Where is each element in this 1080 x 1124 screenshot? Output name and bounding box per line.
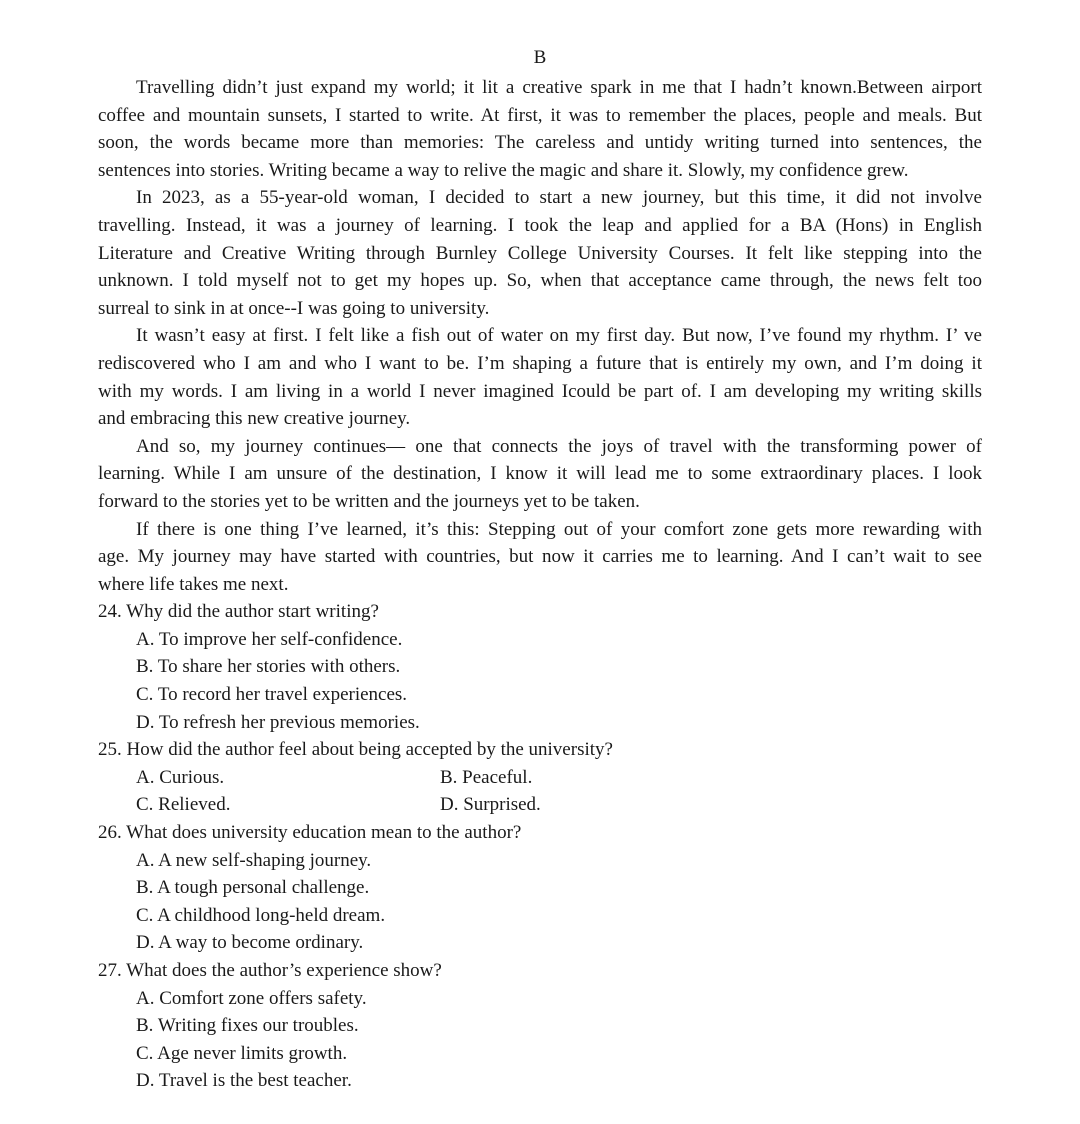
paragraph [98, 433, 982, 516]
option-row [98, 764, 982, 792]
paragraph-line: learning. While I am unsure of the destination, I know it will lead me to some extraordinary places. I look [98, 463, 982, 485]
paragraph-line: and embracing this new creative journey. [98, 408, 411, 430]
paragraph-line: soon, the words became more than memories: The careless and untidy writing turned into sentences, the [98, 132, 982, 154]
question [98, 957, 982, 1095]
question-stem: 26. What does university education mean to the author? [98, 822, 522, 844]
answer-option: A. A new self-shaping journey. [136, 849, 372, 871]
answer-option: B. To share her stories with others. [136, 656, 401, 678]
paragraph [98, 184, 982, 322]
paragraph-line: where life takes me next. [98, 573, 289, 595]
paragraph-line: Travelling didn’t just expand my world; it lit a creative spark in me that I hadn’t known.Between airport [136, 77, 982, 98]
paragraph-line: surreal to sink in at once--I was going to university. [98, 297, 490, 319]
paragraph-line: rediscovered who I am and who I want to be. I’m shaping a future that is entirely my own, and I’m doing it [98, 352, 982, 374]
answer-option: A. Comfort zone offers safety. [136, 987, 367, 1009]
paragraph-line: In 2023, as a 55-year-old woman, I decided to start a new journey, but this time, it did not involve [136, 187, 982, 209]
section-title: B [533, 47, 547, 68]
question-stem: 25. How did the author feel about being accepted by the university? [98, 739, 613, 761]
reading-passage [98, 74, 982, 1095]
paragraph [98, 322, 982, 432]
answer-option: A. To improve her self-confidence. [136, 628, 403, 650]
question [98, 598, 982, 736]
answer-option: C. Relieved. [136, 794, 231, 816]
paragraph-line: unknown. I told myself not to get my hopes up. So, when that acceptance came through, the news felt too [98, 270, 982, 292]
paragraph-line: forward to the stories yet to be written and the journeys yet to be taken. [98, 490, 640, 512]
question-stem: 27. What does the author’s experience show? [98, 960, 442, 981]
answer-option: C. A childhood long-held dream. [136, 904, 386, 926]
answer-option: C. To record her travel experiences. [136, 684, 408, 706]
answer-option: D. A way to become ordinary. [136, 932, 364, 954]
answer-option: B. Peaceful. [440, 766, 533, 788]
answer-option: D. Travel is the best teacher. [136, 1070, 352, 1092]
option-row [98, 791, 982, 819]
answer-option: B. Writing fixes our troubles. [136, 1015, 359, 1037]
paragraph-line: coffee and mountain sunsets, I started to write. At first, it was to remember the places, people and meals. But [98, 104, 982, 126]
paragraph [98, 74, 982, 184]
answer-option: A. Curious. [136, 766, 225, 788]
paragraph-line: It wasn’t easy at first. I felt like a fish out of water on my first day. But now, I’ve found my rhythm. I’ ve [136, 325, 982, 347]
answer-option: D. Surprised. [440, 794, 541, 816]
passage-body [98, 74, 982, 598]
paragraph [98, 516, 982, 599]
paragraph-line: age. My journey may have started with countries, but now it carries me to learning. And I can’t wait to see [98, 546, 982, 568]
answer-option: D. To refresh her previous memories. [136, 711, 420, 733]
question [98, 819, 982, 957]
paragraph-line: And so, my journey continues— one that connects the joys of travel with the transforming power of [136, 435, 982, 457]
question [98, 736, 982, 819]
answer-option: C. Age never limits growth. [136, 1042, 348, 1064]
paragraph-line: Literature and Creative Writing through Burnley College University Courses. It felt like stepping into the [98, 242, 982, 264]
paragraph-line: travelling. Instead, it was a journey of learning. I took the leap and applied for a BA (Hons) in English [98, 214, 982, 236]
questions [98, 598, 982, 1095]
paragraph-line: with my words. I am living in a world I never imagined Icould be part of. I am developing my writing skills [98, 380, 982, 402]
paragraph-line: sentences into stories. Writing became a way to relive the magic and share it. Slowly, my confidence grew. [98, 159, 909, 181]
answer-option: B. A tough personal challenge. [136, 877, 370, 899]
question-stem: 24. Why did the author start writing? [98, 601, 379, 623]
paragraph-line: If there is one thing I’ve learned, it’s this: Stepping out of your comfort zone gets more rewarding with [136, 518, 982, 540]
